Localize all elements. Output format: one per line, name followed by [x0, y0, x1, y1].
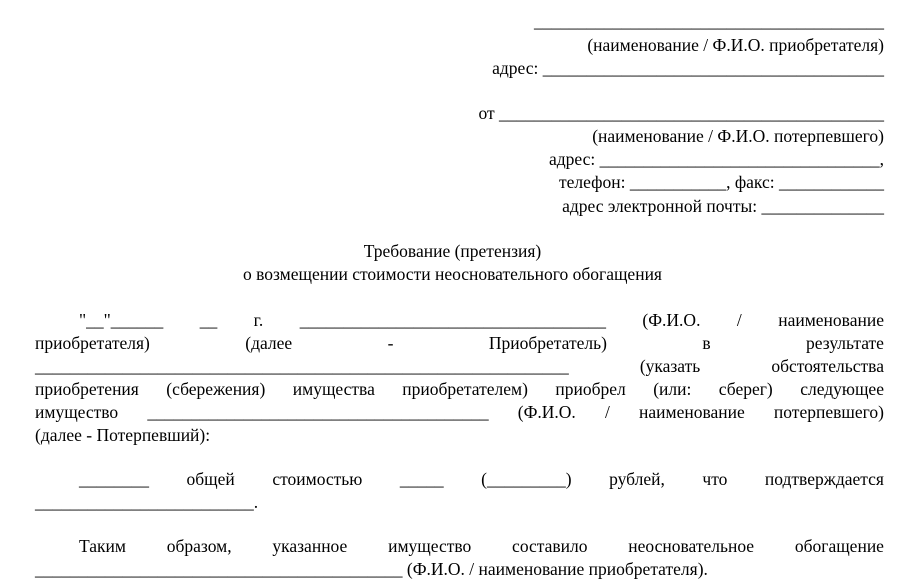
text: имущество: [388, 536, 472, 556]
text: /: [736, 310, 742, 330]
sender-caption: (наименование / Ф.И.О. потерпевшего): [592, 126, 884, 146]
text: общей: [186, 469, 235, 489]
text: "__"______: [79, 310, 164, 330]
para1-line2: [35, 332, 884, 355]
text: образом,: [166, 536, 232, 556]
text: приобретения: [35, 379, 139, 399]
text: потерпевшего): [773, 402, 884, 422]
text: стоимостью: [272, 469, 363, 489]
para1-line1: [79, 309, 884, 332]
text: составило: [512, 536, 588, 556]
para3-line1: [79, 535, 884, 558]
text: приобрел: [555, 379, 626, 399]
text: сберег): [718, 379, 773, 399]
para1-line4: [35, 378, 884, 401]
text: приобретателя): [35, 333, 150, 353]
text: (далее: [245, 333, 293, 353]
text: (Ф.И.О.: [642, 310, 701, 330]
text: ___________________________________: [299, 310, 606, 330]
text: (или:: [653, 379, 692, 399]
text: /: [604, 402, 610, 422]
text: что: [702, 469, 728, 489]
para3-line2: __________________________________________ (Ф.И.О. / наименование приобретателя).: [35, 559, 708, 579]
text: (сбережения): [166, 379, 266, 399]
text: (указать: [639, 356, 701, 376]
sender-phone-fax: телефон: ___________, факс: ____________: [559, 172, 884, 192]
recipient-caption: (наименование / Ф.И.О. приобретателя): [587, 35, 884, 55]
sender-email: адрес электронной почты: ______________: [562, 196, 884, 216]
text: ________: [79, 469, 149, 489]
text: наименование: [639, 402, 745, 422]
text: _____________________________________________________________: [35, 356, 569, 376]
text: неосновательное: [628, 536, 755, 556]
text: наименование: [778, 310, 884, 330]
text: _______________________________________: [147, 402, 489, 422]
text: результате: [806, 333, 884, 353]
text: подтверждается: [764, 469, 884, 489]
document-subtitle: о возмещении стоимости неосновательного обогащения: [243, 264, 662, 284]
para1-line6: (далее - Потерпевший):: [35, 425, 211, 445]
text: имущество: [35, 402, 119, 422]
text: _____: [399, 469, 444, 489]
para1-line5: [35, 401, 884, 424]
recipient-address: адрес: _______________________________________: [492, 58, 884, 78]
text: г.: [253, 310, 264, 330]
text: Приобретатель): [488, 333, 607, 353]
para2-line2: _________________________.: [35, 492, 259, 512]
recipient-name-line: ________________________________________: [534, 11, 884, 31]
text: (_________): [481, 469, 572, 489]
sender-name-line: от ____________________________________________: [478, 103, 884, 123]
text: __: [199, 310, 218, 330]
text: приобретателем): [402, 379, 528, 399]
text: обогащение: [794, 536, 884, 556]
sender-address: адрес: ________________________________,: [548, 149, 884, 169]
text: имущества: [292, 379, 375, 399]
text: -: [387, 333, 394, 353]
document-title: Требование (претензия): [363, 241, 542, 261]
text: рублей,: [609, 469, 665, 489]
para1-line3: [35, 355, 884, 378]
text: в: [702, 333, 711, 353]
text: обстоятельства: [771, 356, 884, 376]
text: следующее: [800, 379, 884, 399]
para2-line1: [79, 468, 884, 491]
text: (Ф.И.О.: [517, 402, 576, 422]
text: указанное: [272, 536, 348, 556]
text: Таким: [79, 536, 126, 556]
